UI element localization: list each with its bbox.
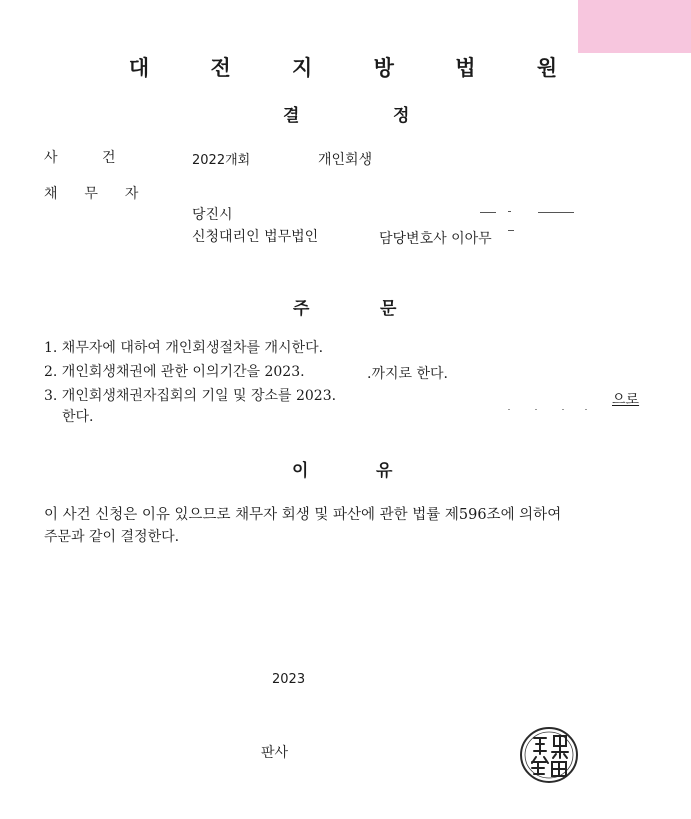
court-title: 대 전 지 방 법 원 [128,56,585,80]
case-label: 사 건 [44,150,116,166]
reason-line-1: 이 사건 신청은 이유 있으므로 채무자 회생 및 파산에 관한 법률 제596조에 의하여 [44,507,562,523]
debtor-address: 당진시 [192,207,233,223]
case-number: 2022개회 [192,153,251,168]
ink-mark [508,211,511,212]
debtor-label: 채 무 자 [44,186,145,202]
ink-mark [538,212,574,213]
ink-speck [585,409,587,410]
order-heading-char-2: 문 [380,299,397,319]
order-item-3-cont: 한다. [62,409,94,425]
decision-date: 2023 [272,672,306,687]
judge-label: 판사 [261,745,289,761]
order-heading-char-1: 주 [293,299,310,319]
ink-speck [562,409,564,410]
pink-tab-marker [578,0,691,53]
order-item-3: 3. 개인회생채권자집회의 기일 및 장소를 2023. [44,388,337,404]
ink-mark [480,212,496,213]
order-item-1: 1. 채무자에 대하여 개인회생절차를 개시한다. [44,340,324,356]
doc-type-char-1: 결 [283,106,300,126]
reason-line-2: 주문과 같이 결정한다. [44,529,180,545]
judge-seal-stamp [518,724,580,786]
case-name: 개인회생 [318,152,373,168]
order-item-2-tail: .까지로 한다. [367,366,448,382]
reason-heading-char-1: 이 [292,461,309,481]
reason-heading-char-2: 유 [376,461,393,481]
ink-speck [535,409,537,410]
ink-mark [508,230,514,231]
doc-type-char-2: 정 [393,106,410,126]
order-item-2: 2. 개인회생채권에 관한 이의기간을 2023. [44,364,305,380]
order-item-3-tail: 으로 [612,392,640,408]
applicant-agent: 신청대리인 법무법인 [192,229,319,245]
ink-speck [508,409,510,410]
attorney: 담당변호사 이아무 [379,231,492,247]
